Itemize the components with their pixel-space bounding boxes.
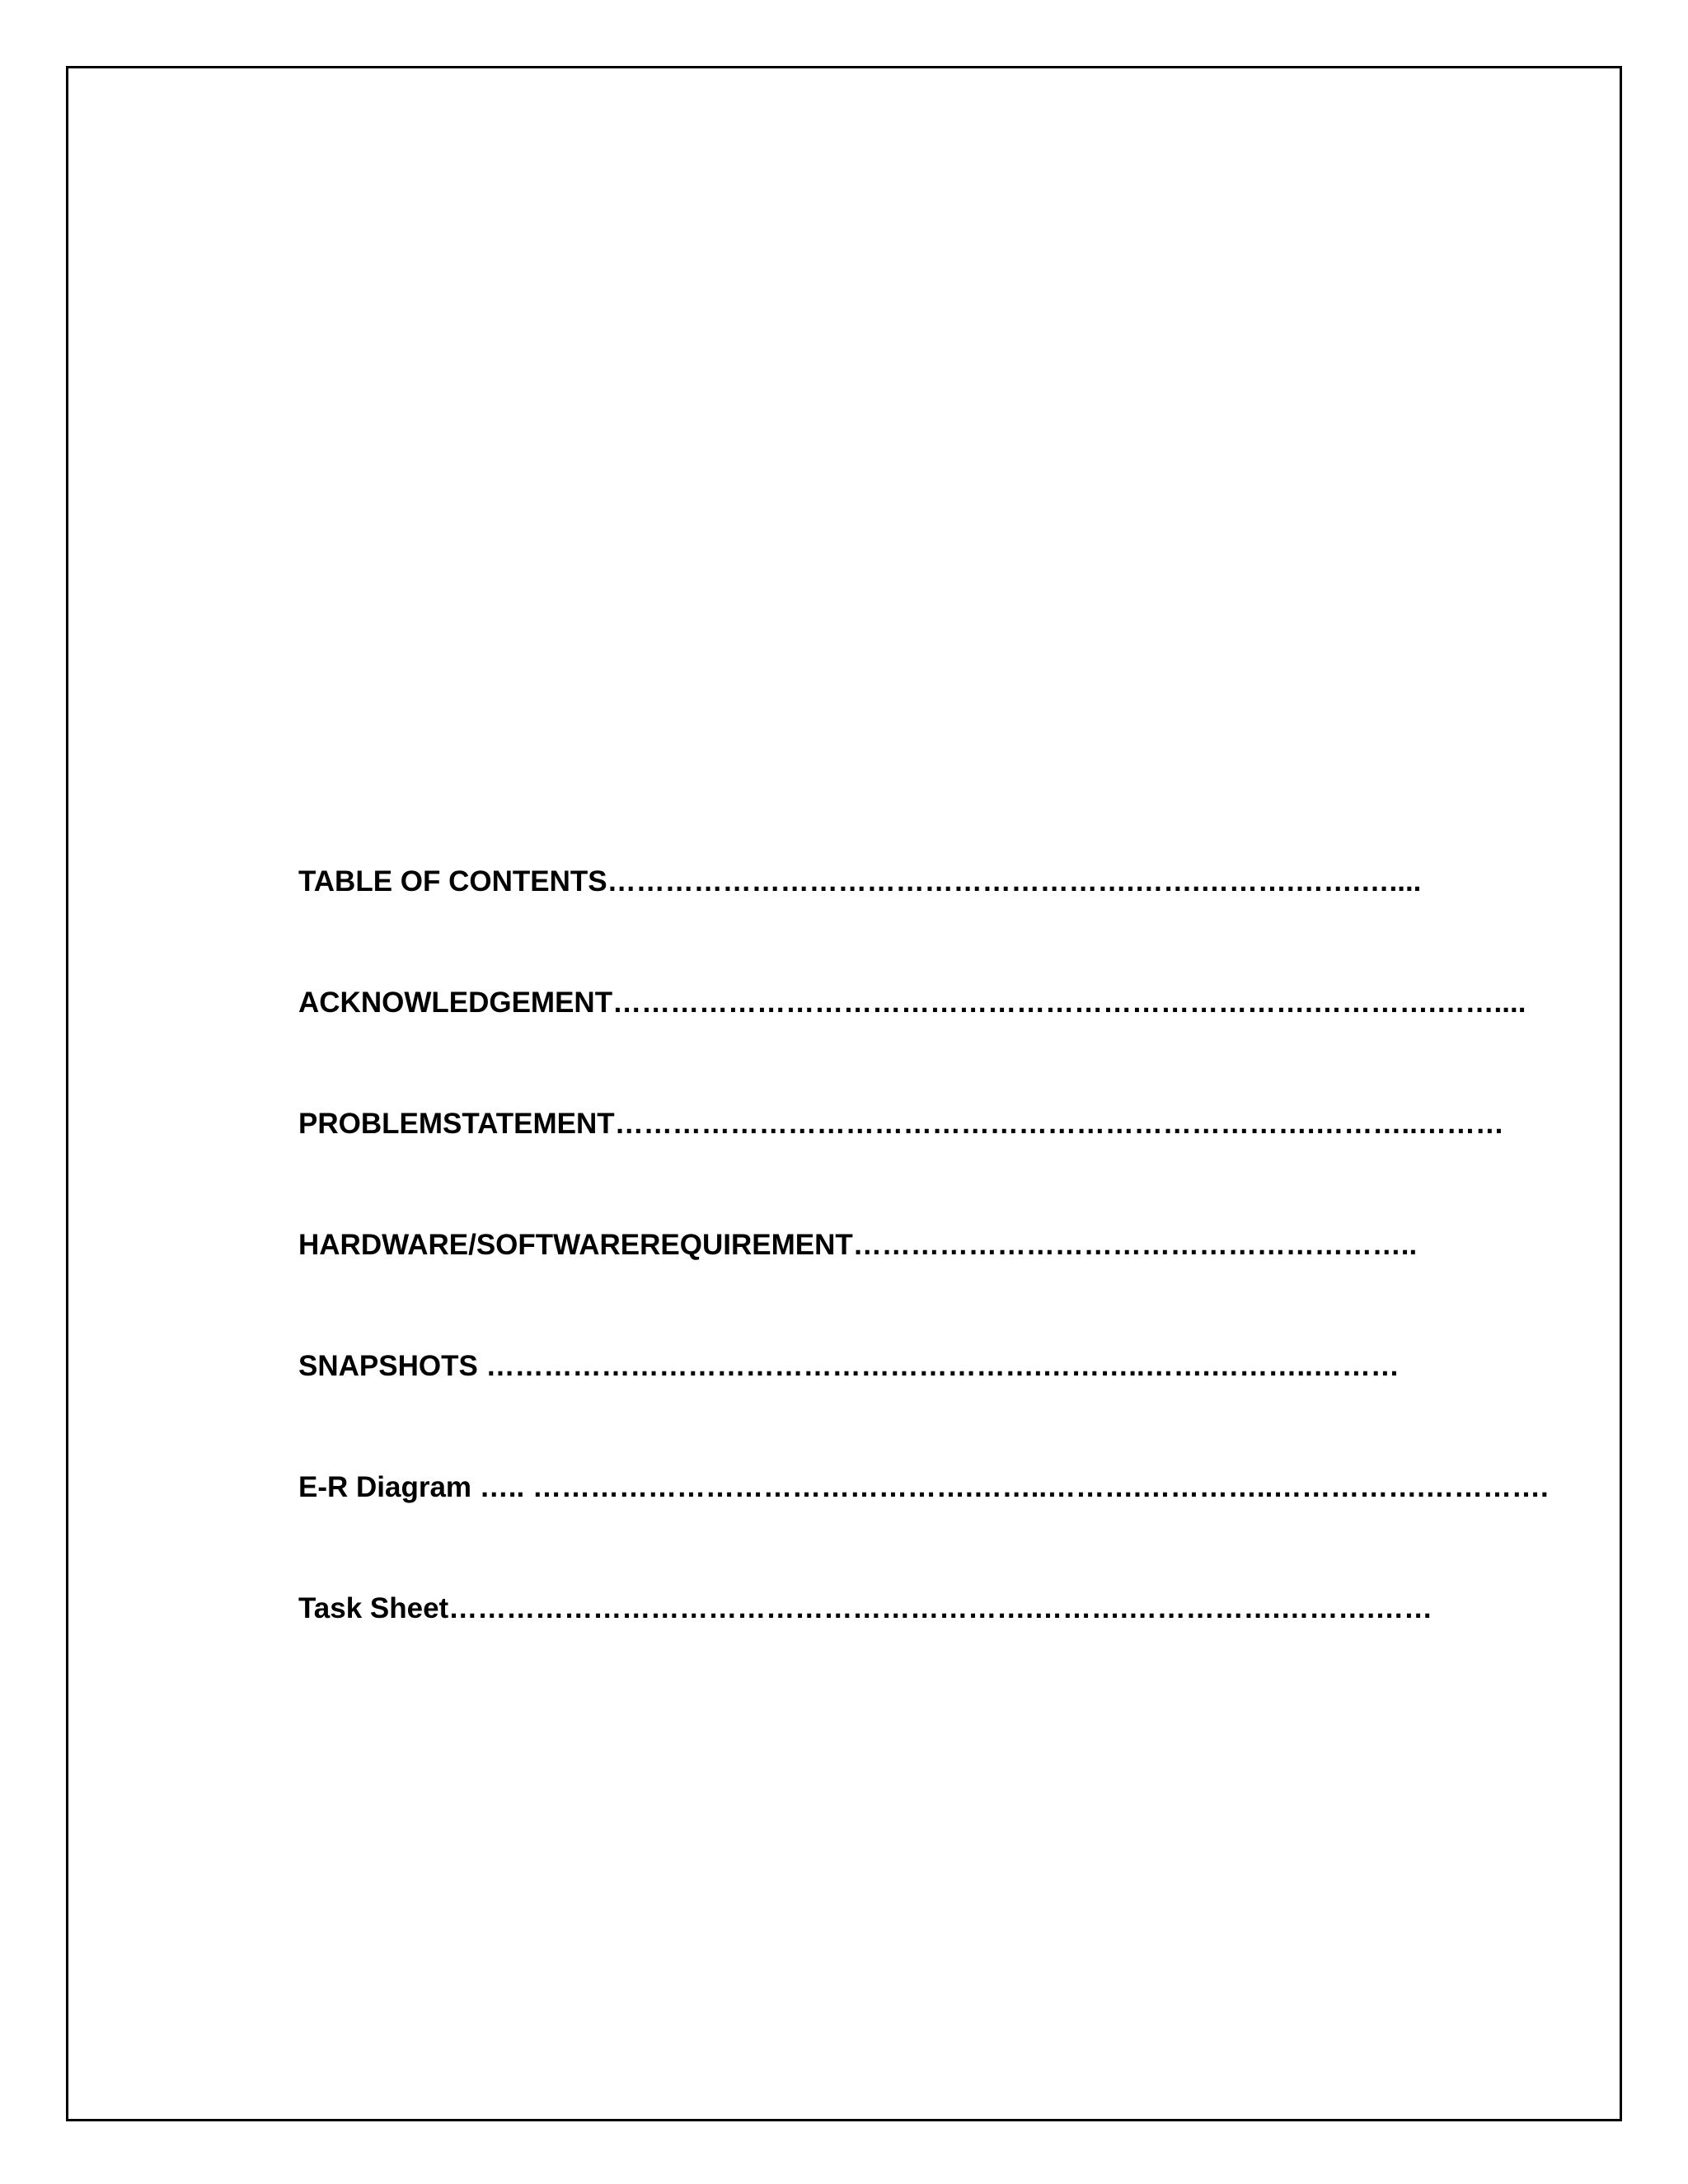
toc-entry-task-sheet (298, 1589, 1433, 1710)
toc-entry-er-diagram (298, 1468, 1549, 1589)
toc-entry-leader: ….. ……………………………………….……..……….…………..…………….…………. (471, 1471, 1549, 1503)
toc-entry-leader: ……………………………………………………………….………….…….... (612, 987, 1526, 1019)
toc-entry-acknowledgement (298, 983, 1526, 1104)
toc-entry-table-of-contents (298, 862, 1422, 983)
toc-entry-label: Task Sheet (298, 1592, 449, 1624)
toc-entry-leader: ……………………………………………………………….………..……… (614, 1108, 1504, 1140)
toc-entry-label: ACKNOWLEDGEMENT (298, 987, 613, 1019)
toc-entry-leader: ……………………………………………….…….……….…….….... (607, 865, 1422, 898)
toc-entry-leader: ………………………………………………….. (852, 1229, 1418, 1261)
toc-entry-hardware-software-requirement (298, 1226, 1418, 1347)
toc-entry-label: TABLE OF CONTENTS (298, 865, 607, 898)
toc-entry-label: HARDWARE/SOFTWAREREQUIREMENT (298, 1229, 853, 1261)
toc-entry-leader: …………………………………………………….……….…………….……….…… (448, 1592, 1433, 1624)
toc-entry-label: E-R Diagram (298, 1471, 472, 1503)
toc-entry-label: PROBLEMSTATEMENT (298, 1108, 615, 1140)
table-of-contents-list (298, 862, 1549, 1710)
toc-entry-problem-statement (298, 1104, 1504, 1226)
toc-entry-snapshots (298, 1347, 1400, 1468)
toc-entry-leader: ………………………………………………….………..…….………..……… (477, 1350, 1400, 1382)
toc-entry-label: SNAPSHOTS (298, 1350, 478, 1382)
